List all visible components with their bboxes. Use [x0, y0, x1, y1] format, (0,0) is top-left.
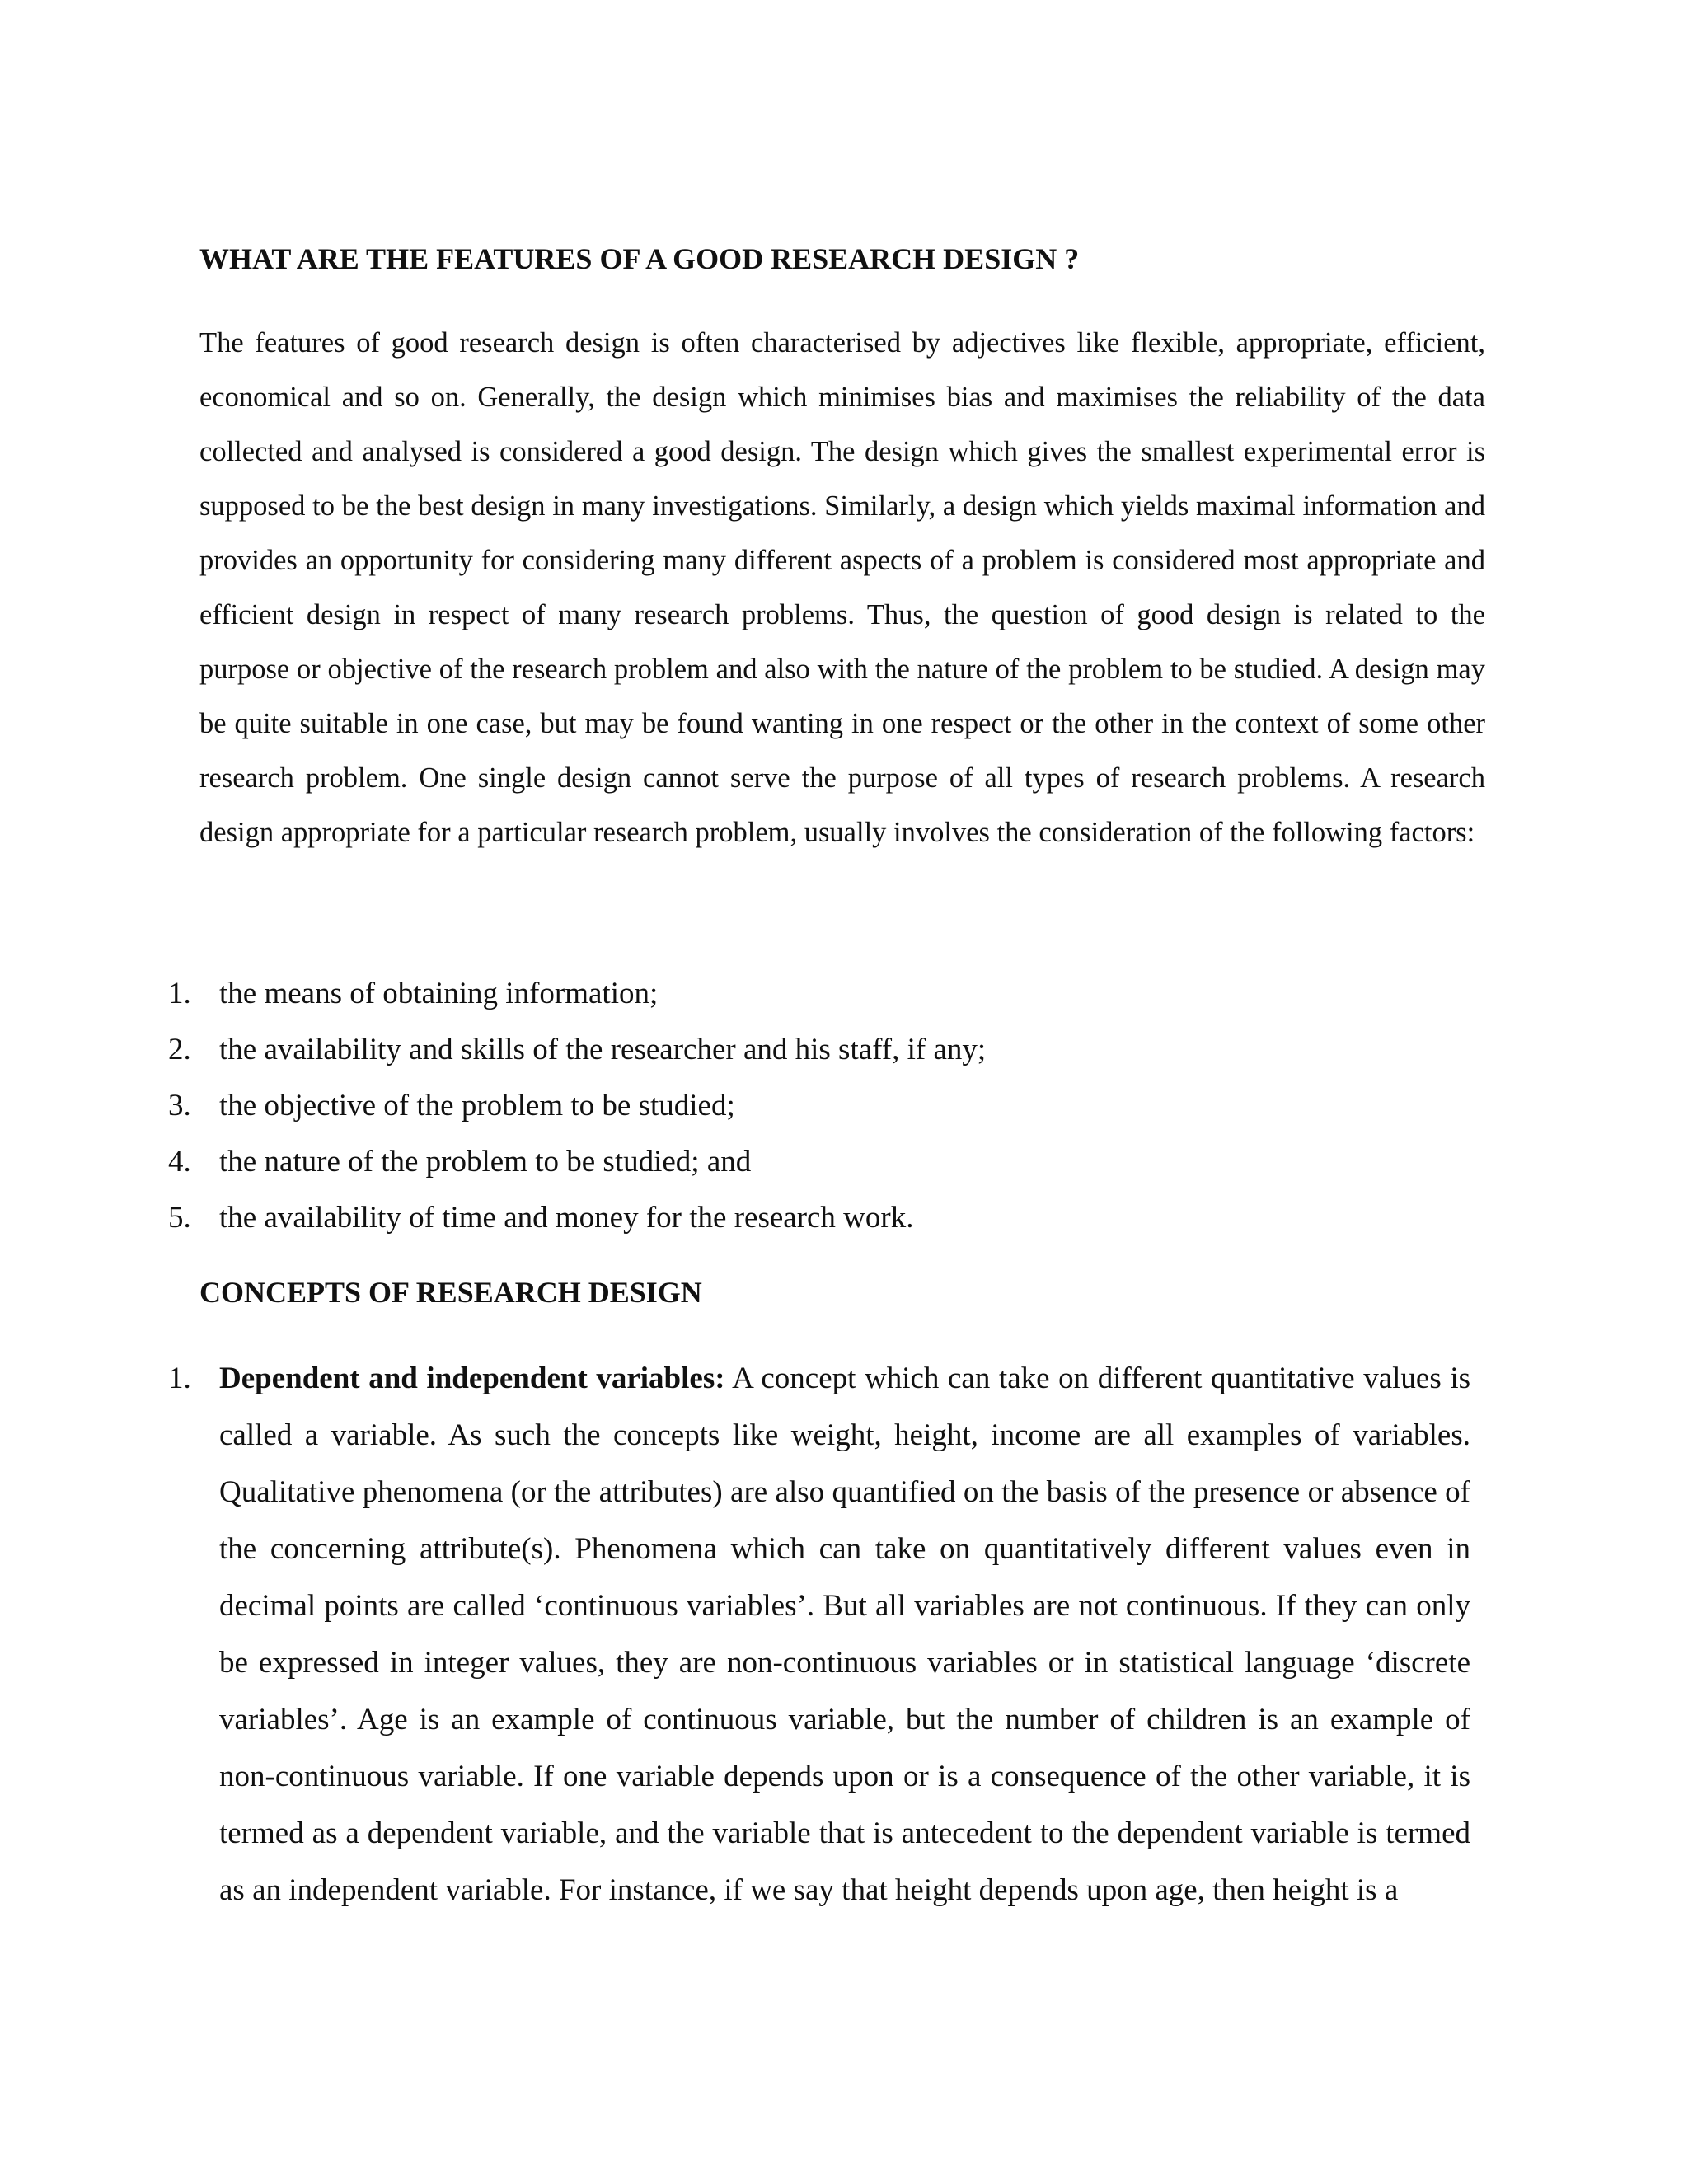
list-item-text: the nature of the problem to be studied; and: [219, 1145, 752, 1179]
concepts-list: [168, 1350, 1470, 1919]
list-item: [168, 1350, 1470, 1919]
list-item-text: the objective of the problem to be studied;: [219, 1089, 735, 1122]
list-item: [168, 966, 1487, 1022]
section-heading-features: WHAT ARE THE FEATURES OF A GOOD RESEARCH DESIGN ?: [199, 242, 1080, 275]
list-number: 2.: [168, 1033, 191, 1066]
list-item: [168, 1190, 1487, 1246]
list-item-text: the availability and skills of the researcher and his staff, if any;: [219, 1033, 987, 1066]
list-number: 5.: [168, 1201, 191, 1235]
list-item-text: the availability of time and money for the research work.: [219, 1201, 914, 1235]
list-item: [168, 1022, 1487, 1078]
list-number: 1.: [168, 977, 191, 1010]
list-item: [168, 1078, 1487, 1134]
factors-list: [168, 966, 1487, 1246]
list-item-text: the means of obtaining information;: [219, 977, 659, 1010]
list-number: 1.: [168, 1361, 191, 1395]
features-paragraph: The features of good research design is often characterised by adjectives like flexible, appropriate, efficient, economical and so on. Generally, the design which minimises bias and maximises the reliability of the data collected and analysed is considered a good design. The design which gives the smallest experimental error is supposed to be the best design in many investigations. Similarly, a design which yields maximal information and provides an opportunity for considering many different aspects of a problem is considered most appropriate and efficient design in respect of many research problems. Thus, the question of good design is related to the purpose or objective of the research problem and also with the nature of the problem to be studied. A design may be quite suitable in one case, but may be found wanting in one respect or the other in the context of some other research problem. One single design cannot serve the purpose of all types of research problems. A research design appropriate for a particular research problem, usually involves the consideration of the following factors:: [199, 327, 1485, 848]
list-item: [168, 1134, 1487, 1190]
list-number: 4.: [168, 1145, 191, 1179]
concept-term: Dependent and independent variables:: [219, 1361, 725, 1395]
section-heading-concepts: CONCEPTS OF RESEARCH DESIGN: [199, 1276, 702, 1309]
concept-body: [219, 1350, 1470, 1919]
concept-text: A concept which can take on different quantitative values is called a variable. As such the concepts like weight, height, income are all examples of variables. Qualitative phenomena (or the attributes) are also quantified on the basis of the presence or absence of the concerning attribute(s). Phenomena which can take on quantitatively different values even in decimal points are called ‘continuous variables’. But all variables are not continuous. If they can only be expressed in integer values, they are non-continuous variables or in statistical language ‘discrete variables’. Age is an example of continuous variable, but the number of children is an example of non-continuous variable. If one variable depends upon or is a consequence of the other variable, it is termed as a dependent variable, and the variable that is antecedent to the dependent variable is termed as an independent variable. For instance, if we say that height depends upon age, then height is a: [219, 1361, 1471, 1907]
list-number: 3.: [168, 1089, 191, 1122]
